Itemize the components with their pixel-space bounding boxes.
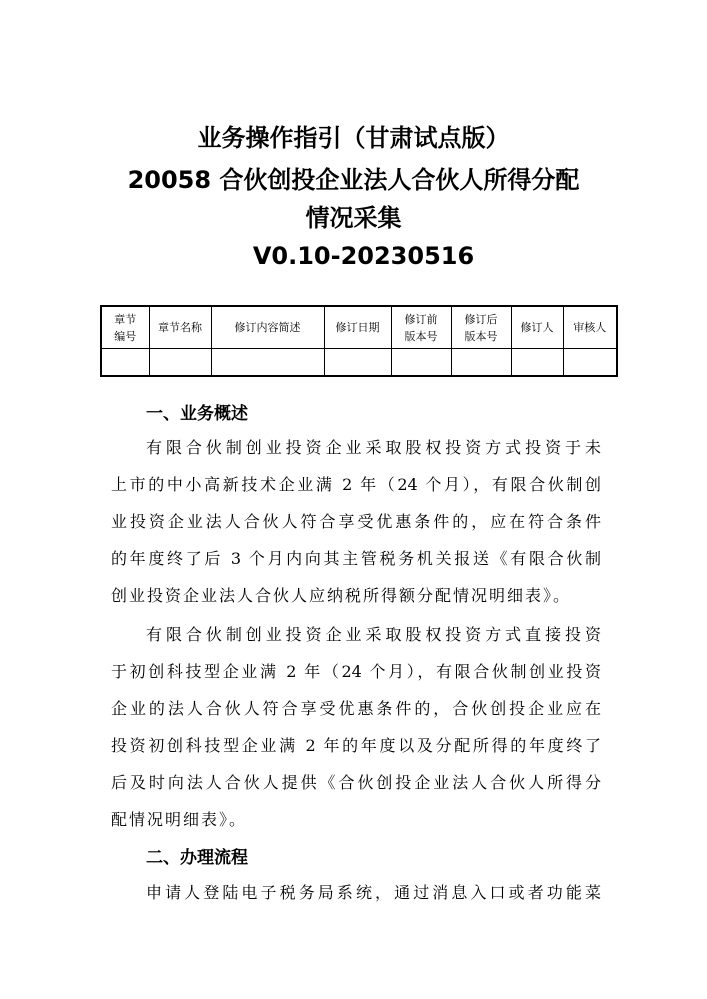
- paragraph-line: 的年度终了后 3 个月内向其主管税务机关报送《有限合伙制: [111, 549, 601, 568]
- paragraph-line: 有限合伙制创业投资企业采取股权投资方式直接投资: [146, 625, 601, 644]
- header-version-after: 修订后版本号: [451, 306, 511, 349]
- table-cell: [101, 349, 149, 377]
- table-cell: [211, 349, 324, 377]
- header-reviser: 修订人: [511, 306, 563, 349]
- revision-table-row: [101, 349, 617, 377]
- table-cell: [391, 349, 451, 377]
- paragraph-line: 创业投资企业法人合伙人应纳税所得额分配情况明细表》。: [111, 586, 572, 605]
- paragraph-line: 投资初创科技型企业满 2 年的年度以及分配所得的年度终了: [111, 736, 601, 755]
- section-heading-process: 二、办理流程: [146, 848, 248, 868]
- paragraph-line: 上市的中小高新技术企业满 2 年（24 个月），有限合伙制创: [111, 475, 601, 494]
- header-revision-date: 修订日期: [324, 306, 391, 349]
- header-chapter-name: 章节名称: [149, 306, 211, 349]
- paragraph-line: 后及时向法人合伙人提供《合伙创投企业法人合伙人所得分: [111, 773, 601, 792]
- paragraph-line: 于初创科技型企业满 2 年（24 个月），有限合伙制创业投资: [111, 662, 601, 681]
- revision-table-header-row: [101, 306, 617, 349]
- table-cell: [324, 349, 391, 377]
- revision-history-table: [100, 305, 618, 377]
- document-subtitle-continued: 情况采集: [305, 204, 402, 232]
- paragraph-line: 申请人登陆电子税务局系统，通过消息入口或者功能菜: [146, 883, 601, 902]
- table-cell: [511, 349, 563, 377]
- paragraph-line: 配情况明细表》。: [111, 810, 248, 829]
- document-title: 业务操作指引（甘肃试点版）: [197, 124, 510, 152]
- paragraph-line: 有限合伙制创业投资企业采取股权投资方式投资于未: [146, 438, 601, 457]
- document-subtitle: 20058 合伙创投企业法人合伙人所得分配: [127, 166, 580, 194]
- paragraph-line: 业投资企业法人合伙人符合享受优惠条件的，应在符合条件: [111, 512, 601, 531]
- header-chapter-number: 章节编号: [101, 306, 149, 349]
- header-revision-summary: 修订内容简述: [211, 306, 324, 349]
- paragraph-line: 企业的法人合伙人符合享受优惠条件的，合伙创投企业应在: [111, 699, 601, 718]
- table-cell: [563, 349, 617, 377]
- table-cell: [149, 349, 211, 377]
- document-version: V0.10-20230516: [252, 242, 475, 270]
- table-cell: [451, 349, 511, 377]
- header-version-before: 修订前版本号: [391, 306, 451, 349]
- header-reviewer: 审核人: [563, 306, 617, 349]
- section-heading-overview: 一、业务概述: [146, 404, 248, 424]
